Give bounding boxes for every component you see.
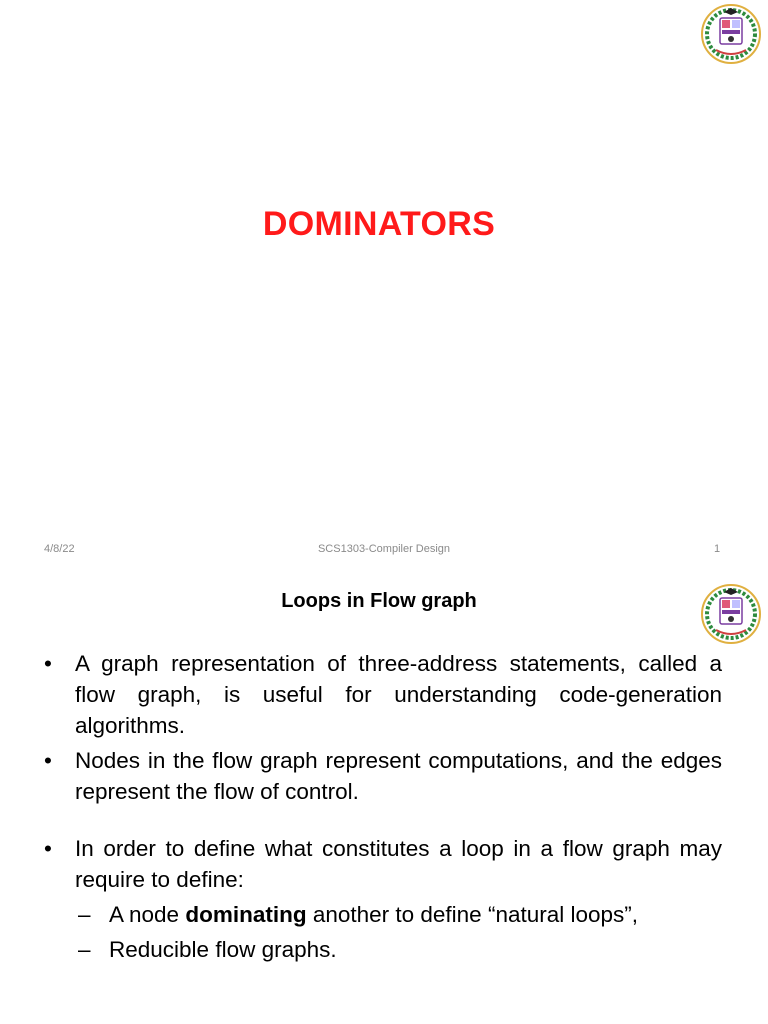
dash-icon: – (78, 902, 91, 927)
slide-title: Loops in Flow graph (281, 590, 477, 612)
bullet-icon: • (44, 651, 52, 676)
bullet-list (42, 648, 722, 965)
footer-course: SCS1303-Compiler Design (317, 543, 451, 555)
sub-bullet-suffix: another to define “natural loops”, (306, 902, 639, 927)
footer-date: 4/8/22 (44, 543, 75, 555)
sub-bullet-prefix: A node (109, 902, 186, 927)
bullet-icon: • (44, 748, 52, 773)
sub-bullet-bold: dominating (185, 902, 307, 927)
bullet-text: In order to define what constitutes a loop in a flow graph may require to define: (75, 836, 722, 892)
sub-bullet-item (42, 899, 722, 930)
bullet-text: A graph representation of three-address statements, called a flow graph, is useful for understanding code-generation algorithms. (75, 651, 722, 738)
slide-2 (0, 568, 768, 1024)
dash-icon: – (78, 937, 91, 962)
bullet-icon: • (44, 836, 52, 861)
footer-page-number: 1 (714, 543, 721, 555)
sub-bullet-text: Reducible flow graphs. (109, 937, 337, 962)
bullet-item (42, 745, 722, 807)
university-logo-icon (700, 2, 762, 66)
bullet-text: Nodes in the flow graph represent computations, and the edges represent the flow of control. (75, 748, 722, 804)
bullet-item (42, 833, 722, 895)
bullet-item (42, 648, 722, 741)
sub-bullet-item (42, 934, 722, 965)
slide-title: DOMINATORS (262, 205, 496, 243)
